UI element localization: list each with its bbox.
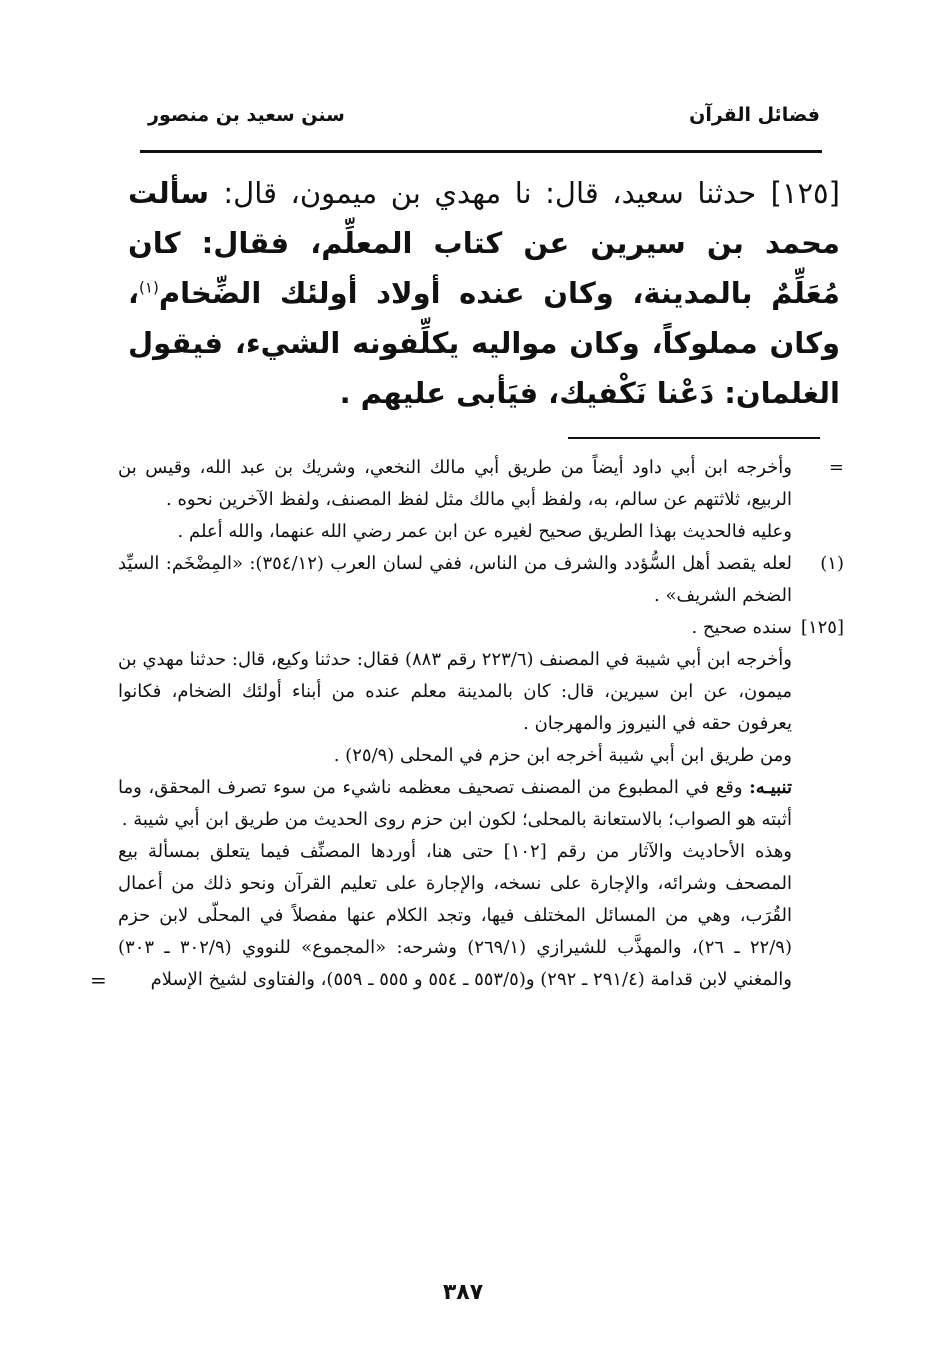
page-number: ٣٨٧ [442,1280,484,1305]
hadith-isnad: حدثنا سعيد، قال: نا مهدي بن ميمون، قال: [223,176,757,210]
continuation-marker: = [90,968,107,992]
tanbih-label: تنبيـه: [749,777,792,798]
footnote-paragraph: وأخرجه ابن أبي شيبة في المصنف (٢٢٣/٦ رقم ٨٨٣) فقال: حدثنا وكيع، قال: حدثنا مهدي بن ميمون، عن ابن سيرين، قال: كان بالمدينة معلم عنده من أبناء أولئك الضخام، فكانوا يعرفون حقه في النيروز والمهرجان . [118,649,792,734]
footnote-separator [568,437,820,439]
footnote-marker: [١٢٥] [800,617,844,638]
hadith-number: [١٢٥] [770,176,840,210]
footnote-marker: (١) [820,553,844,574]
footnote-paragraph: لعله يقصد أهل السُّؤدد والشرف من الناس، ففي لسان العرب (٣٥٤/١٢): «المِضْخَم: السيِّد الضخم الشريف» . [118,553,792,606]
running-header [140,104,820,144]
footnote-paragraph: وأخرجه ابن أبي داود أيضاً من طريق أبي مالك النخعي، وشريك بن عبد الله، وقيس بن الربيع، ثلاثتهم عن سالم، به، ولفظ أبي مالك مثل لفظ المصنف، ولفظ الآخرين نحوه . [118,457,792,510]
tanbih-text: وقع في المطبوع من المصنف تصحيف معظمه ناشيء من سوء تصرف المحقق، وما أثبته هو الصواب؛ بالاستعانة بالمحلى؛ لكون ابن حزم روى الحديث من طريق ابن أبي شيبة . [118,777,792,830]
chapter-title: فضائل القرآن [689,104,820,126]
footnote-tanbih [118,772,792,836]
footnotes-section [90,452,844,996]
footnote-paragraph: وهذه الأحاديث والآثار من رقم [١٠٢] حتى هنا، أوردها المصنِّف فيما يتعلق بمسألة بيع المصحف وشرائه، والإجارة على نسخه، والإجارة على تعليم القرآن ونحو ذلك من أعمال القُرَب، وهي من المسائل المختلف فيها، وتجد الكلام عنها مفصلاً في المحلّى لابن حزم (٢٢/٩ ـ ٢٦)، والمهذَّب للشيرازي (٢٦٩/١) وشرحه: «المجموع» للنووي (٣٠٢/٩ ـ ٣٠٣) والمغني لابن قدامة (٢٩١/٤ ـ ٢٩٢) و(٥٥٣/٥ ـ ٥٥٤ و ٥٥٥ ـ ٥٥٩)، والفتاوى لشيخ الإسلام [118,841,793,990]
footnote-1 [118,548,844,612]
footnote-reference[interactable]: (١) [139,278,159,297]
continuation-marker: = [828,457,844,478]
footnote-continued [118,452,844,548]
hadith-matn-part1: سألت محمد بن سيرين عن كتاب المعلِّم، فقال: كان مُعَلِّمٌ بالمدينة، وكان عنده أولاد أولئك الضِّخام [128,176,840,310]
book-title: سنن سعيد بن منصور [148,104,345,126]
header-rule [140,150,822,153]
hadith-text [128,168,840,418]
footnote-paragraph: سنده صحيح . [691,617,792,638]
footnote-paragraph: وعليه فالحديث بهذا الطريق صحيح لغيره عن ابن عمر رضي الله عنهما، والله أعلم . [177,521,792,542]
hadith-matn-part2: ، وكان مملوكاً، وكان مواليه يكلِّفونه الشيء، فيقول الغلمان: دَعْنا نَكْفيك، فيَأبى عليهم . [128,276,840,410]
footnote-125 [90,612,844,996]
footnote-paragraph: ومن طريق ابن أبي شيبة أخرجه ابن حزم في المحلى (٢٥/٩) . [333,745,792,766]
